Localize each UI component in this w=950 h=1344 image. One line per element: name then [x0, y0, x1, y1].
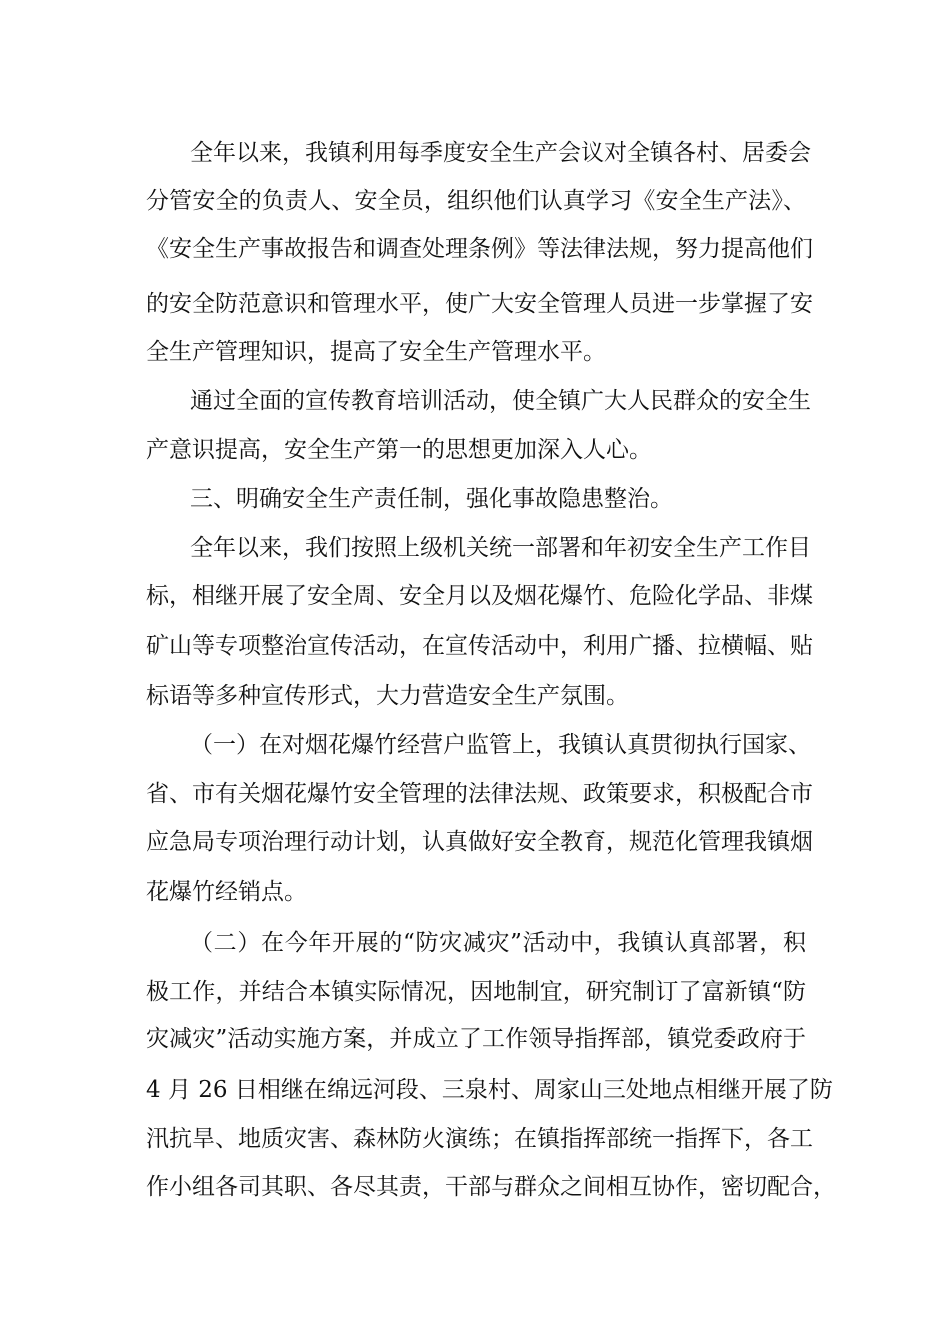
paragraph-5-line-4: 4 月 26 日相继在绵远河段、三泉村、周家山三处地点相继开展了防: [146, 1077, 833, 1103]
paragraph-5-line-5: 汛抗旱、地质灾害、森林防火演练；在镇指挥部统一指挥下，各工: [146, 1126, 813, 1152]
paragraph-3-line-1: 全年以来，我们按照上级机关统一部署和年初安全生产工作目: [190, 535, 811, 561]
paragraph-1-line-4: 的安全防范意识和管理水平，使广大安全管理人员进一步掌握了安: [146, 291, 813, 317]
paragraph-4-line-3: 应急局专项治理行动计划，认真做好安全教育，规范化管理我镇烟: [146, 829, 813, 855]
paragraph-1-line-1: 全年以来，我镇利用每季度安全生产会议对全镇各村、居委会: [190, 140, 811, 166]
paragraph-1-line-3: 《安全生产事故报告和调查处理条例》等法律法规，努力提高他们: [146, 236, 813, 262]
paragraph-3-line-4: 标语等多种宣传形式，大力营造安全生产氛围。: [146, 683, 629, 709]
paragraph-2-line-1: 通过全面的宣传教育培训活动，使全镇广大人民群众的安全生: [190, 388, 811, 414]
paragraph-1-line-2: 分管安全的负责人、安全员，组织他们认真学习《安全生产法》、: [146, 188, 806, 214]
paragraph-4-line-2: 省、市有关烟花爆竹安全管理的法律法规、政策要求，积极配合市: [146, 781, 813, 807]
section-heading-three: 三、明确安全生产责任制，强化事故隐患整治。: [190, 486, 673, 512]
paragraph-4-line-4: 花爆竹经销点。: [146, 879, 307, 905]
paragraph-2-line-2: 产意识提高，安全生产第一的思想更加深入人心。: [146, 437, 652, 463]
paragraph-3-line-3: 矿山等专项整治宣传活动，在宣传活动中，利用广播、拉横幅、贴: [146, 633, 813, 659]
paragraph-3-line-2: 标，相继开展了安全周、安全月以及烟花爆竹、危险化学品、非煤: [146, 583, 813, 609]
paragraph-5-line-6: 作小组各司其职、各尽其责，干部与群众之间相互协作，密切配合，: [146, 1174, 836, 1200]
paragraph-5-line-2: 极工作，并结合本镇实际情况，因地制宜，研究制订了富新镇“防: [146, 979, 806, 1005]
paragraph-4-line-1: （一）在对烟花爆竹经营户监管上，我镇认真贯彻执行国家、: [190, 732, 811, 758]
paragraph-5-line-3: 灾减灾”活动实施方案，并成立了工作领导指挥部，镇党委政府于: [146, 1026, 806, 1052]
paragraph-5-line-1: （二）在今年开展的“防灾减灾”活动中，我镇认真部署，积: [190, 930, 806, 956]
paragraph-1-line-5: 全生产管理知识，提高了安全生产管理水平。: [146, 339, 606, 365]
